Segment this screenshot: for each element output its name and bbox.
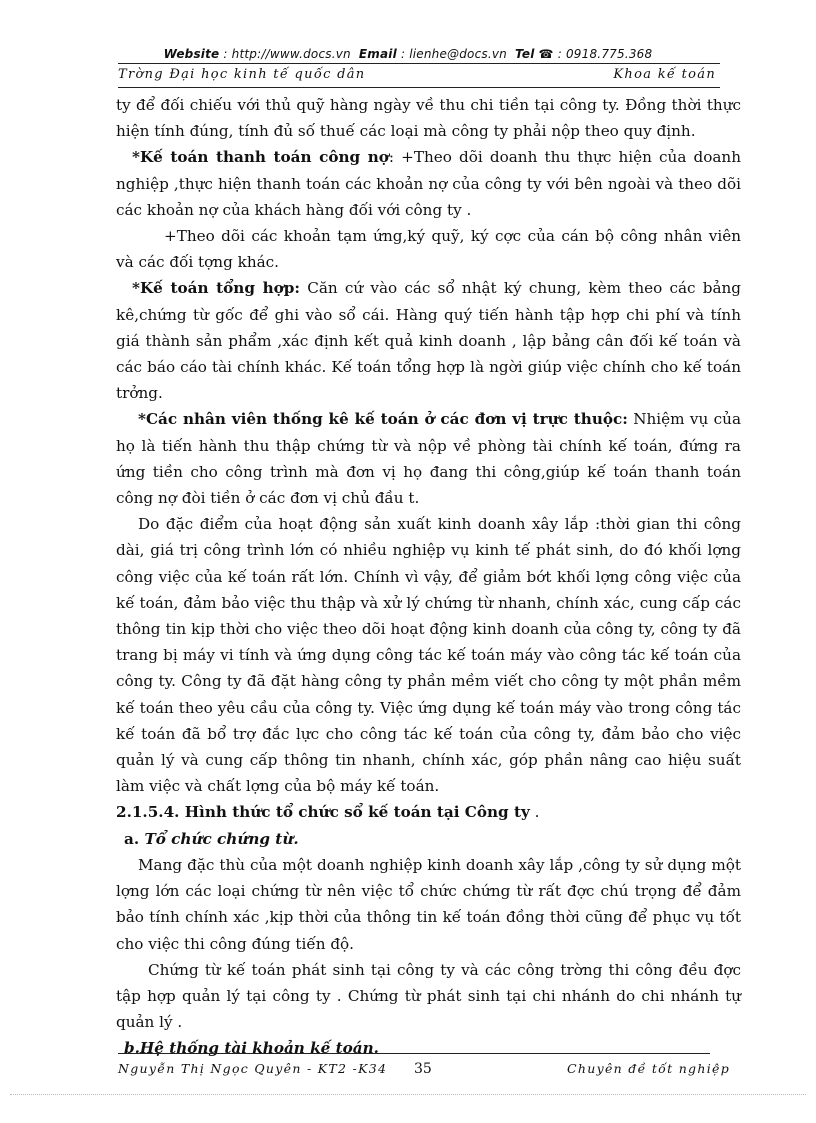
paragraph: Mang đặc thù của một doanh nghiệp kinh doanh xây lắp ,công ty sử dụng một lợng lớn các loại chứng từ nên việc tổ chức chứng từ rất đợc chú trọng để đảm bảo tính chính xác ,kịp thời của thông tin kế toán đồng thời cũng để phục vụ tốt cho việc thi công đúng tiến độ. [116, 855, 741, 953]
subsection-label: a. [124, 829, 140, 848]
paragraph: Chứng từ kế toán phát sinh tại công ty và các công trờng thi công đều đợc tập hợp quản lý tại công ty . Chứng từ phát sinh tại chi nhánh do chi nhánh tự quản lý . [116, 960, 741, 1032]
header-divider-top [118, 63, 720, 64]
document-body [116, 92, 741, 1062]
website-url[interactable]: : http://www.docs.vn [223, 47, 351, 61]
paragraph-text: Nhiệm vụ của họ là tiến hành thu thập chứng từ và nộp về phòng tài chính kế toán, đứng ra ứng tiền cho công trình mà đơn vị họ đang thi công,giúp kế toán thanh toán công nợ đòi tiền ở các đơn vị chủ đầu t. [116, 410, 741, 508]
footer-divider [118, 1053, 710, 1054]
website-banner [0, 47, 816, 61]
paragraph [116, 144, 741, 223]
email-label: Email [358, 47, 397, 61]
role-heading: *Kế toán thanh toán công nợ [132, 148, 389, 167]
header-faculty: Khoa kế toán [613, 67, 716, 82]
footer-title: Chuyên đề tốt nghiệp [567, 1061, 730, 1076]
subsection-heading-b: b.Hệ thống tài khoản kế toán. [124, 1039, 379, 1058]
header-divider-bottom [118, 87, 720, 88]
paragraph: Do đặc điểm của hoạt động sản xuất kinh doanh xây lắp :thời gian thi công dài, giá trị công trình lớn có nhiều nghiệp vụ kinh tế phát sinh, do đó khối lợng công việc của kế toán rất lớn. Chính vì vậy, để giảm bớt khối lợng công việc của kế toán, đảm bảo việc thu thập và xử lý chứng từ nhanh, chính xác, cung cấp các thông tin kịp thời cho việc theo dõi hoạt động kinh doanh của công ty, công ty đã trang bị máy vi tính và ứng dụng công tác kế toán máy vào công tác kế toán của công ty. Công ty đã đặt hàng công ty phần mềm viết cho công ty một phần mềm kế toán theo yêu cầu của công ty. Việc ứng dụng kế toán máy vào trong công tác kế toán đã bổ trợ đắc lực cho công tác kế toán của công ty, đảm bảo cho việc quản lý và cung cấp thông tin nhanh, chính xác, góp phần nâng cao hiệu suất làm việc và chất lợng của bộ máy kế toán. [116, 515, 741, 796]
paragraph: ty để đối chiếu với thủ quỹ hàng ngày về thu chi tiền tại công ty. Đồng thời thực hiện tính đúng, tính đủ số thuế các loại mà công ty phải nộp theo quy định. [116, 96, 741, 141]
footer-author: Nguyễn Thị Ngọc Quyên - KT2 -K34 [118, 1061, 388, 1076]
role-heading: *Các nhân viên thống kê kế toán ở các đơn vị trực thuộc: [138, 410, 628, 429]
paragraph [116, 406, 741, 511]
email-value[interactable]: : lienhe@docs.vn [400, 47, 507, 61]
header-university: Trờng Đại học kinh tế quốc dân [118, 67, 366, 82]
website-label: Website [163, 47, 220, 61]
page-edge-dotted [10, 1094, 806, 1095]
section-tail: . [529, 803, 540, 822]
page-header [118, 67, 720, 82]
page-number: 35 [414, 1061, 432, 1077]
section-heading [116, 799, 741, 825]
subsection-heading-a [116, 826, 741, 852]
paragraph-text: Căn cứ vào các sổ nhật ký chung, kèm theo các bảng kê,chứng từ gốc để ghi vào sổ cái. Hàng quý tiến hành tập hợp chi phí và tính giá thành sản phẩm ,xác định kết quả kinh doanh , lập bảng cân đối kế toán và các báo cáo tài chính khác. Kế toán tổng hợp là ngời giúp việc chính cho kế toán trởng. [116, 279, 741, 403]
paragraph-text: : +Theo dõi doanh thu thực hiện của doanh nghiệp ,thực hiện thanh toán các khoản nợ của công ty với bên ngoài và theo dõi các khoản nợ của khách hàng đối với công ty . [116, 148, 741, 219]
section-title: 2.1.5.4. Hình thức tổ chức sổ kế toán tại Công ty [116, 803, 530, 822]
phone-icon: ☎ [538, 47, 554, 61]
role-heading: *Kế toán tổng hợp: [132, 279, 301, 298]
subsection-title: Tổ chức chứng từ. [144, 829, 299, 848]
tel-value: : 0918.775.368 [557, 47, 653, 61]
paragraph: +Theo dõi các khoản tạm ứng,ký quỹ, ký cợc của cán bộ công nhân viên và các đối tợng khác. [116, 227, 741, 272]
tel-label: Tel [515, 47, 535, 61]
paragraph [116, 275, 741, 406]
page-footer [118, 1061, 734, 1076]
